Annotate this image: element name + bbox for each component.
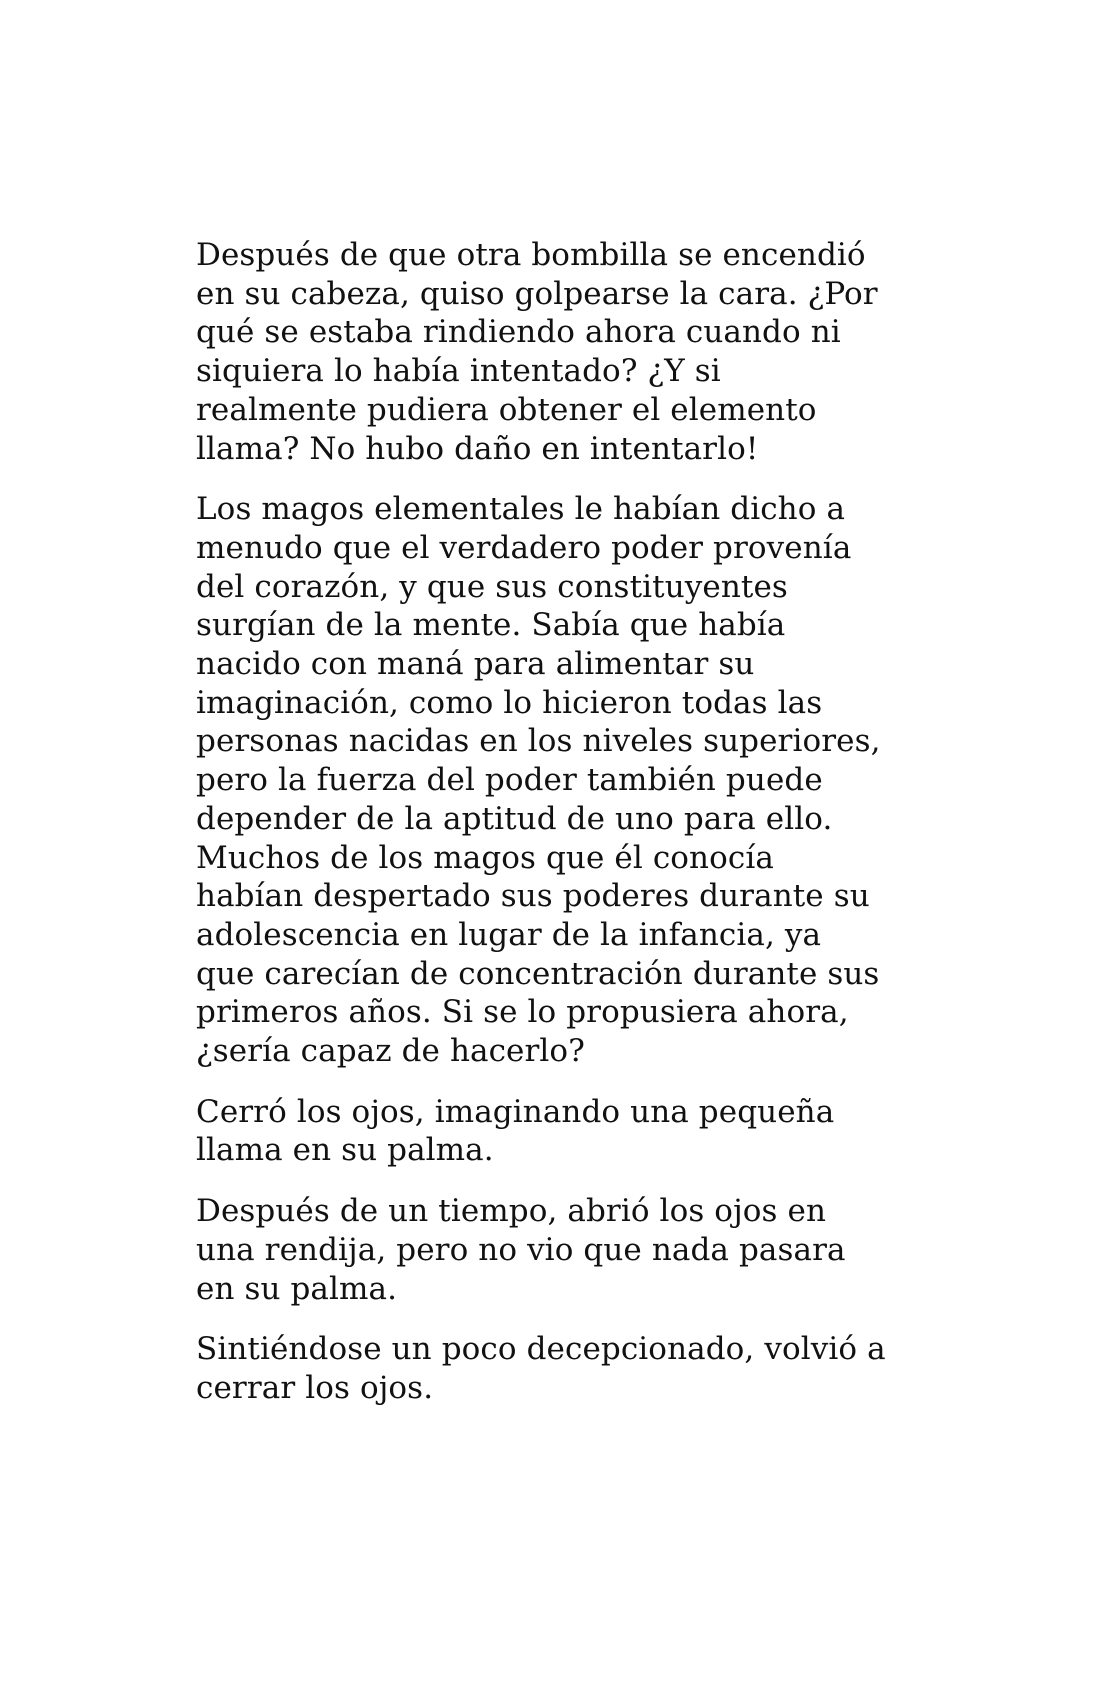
text-line: personas nacidas en los niveles superiores, bbox=[196, 723, 881, 760]
text-line: menudo que el verdadero poder provenía bbox=[196, 529, 852, 566]
text-line: imaginación, como lo hicieron todas las bbox=[196, 684, 823, 721]
text-line: Muchos de los magos que él conocía bbox=[196, 839, 774, 876]
paragraph-2 bbox=[196, 490, 916, 1071]
text-line: pero la fuerza del poder también puede bbox=[196, 762, 823, 799]
text-line: Sintiéndose un poco decepcionado, volvió a bbox=[196, 1331, 886, 1368]
text-line: ¿sería capaz de hacerlo? bbox=[196, 1033, 585, 1070]
text-line: en su palma. bbox=[196, 1270, 398, 1307]
text-line: llama? No hubo daño en intentarlo! bbox=[196, 430, 759, 467]
text-line: Los magos elementales le habían dicho a bbox=[196, 491, 846, 528]
text-line: una rendija, pero no vio que nada pasara bbox=[196, 1231, 846, 1268]
text-line: nacido con maná para alimentar su bbox=[196, 646, 755, 683]
text-line: primeros años. Si se lo propusiera ahora, bbox=[196, 994, 849, 1031]
paragraph-3 bbox=[196, 1093, 916, 1170]
text-line: adolescencia en lugar de la infancia, ya bbox=[196, 916, 822, 953]
text-line: Después de que otra bombilla se encendió bbox=[196, 237, 866, 273]
text-line: en su cabeza, quiso golpearse la cara. ¿Por bbox=[196, 275, 878, 312]
text-line: Después de un tiempo, abrió los ojos en bbox=[196, 1193, 827, 1230]
text-line: llama en su palma. bbox=[196, 1132, 494, 1169]
text-line: realmente pudiera obtener el elemento bbox=[196, 391, 817, 428]
paragraph-4 bbox=[196, 1192, 916, 1308]
text-line: cerrar los ojos. bbox=[196, 1369, 434, 1406]
text-line: qué se estaba rindiendo ahora cuando ni bbox=[196, 314, 841, 351]
text-line: que carecían de concentración durante sus bbox=[196, 955, 880, 992]
text-line: Cerró los ojos, imaginando una pequeña bbox=[196, 1093, 835, 1130]
text-line: surgían de la mente. Sabía que había bbox=[196, 607, 786, 644]
text-line: del corazón, y que sus constituyentes bbox=[196, 568, 788, 605]
text-line: depender de la aptitud de uno para ello. bbox=[196, 800, 833, 837]
text-line: siquiera lo había intentado? ¿Y si bbox=[196, 353, 721, 390]
body-text bbox=[196, 236, 916, 1430]
paragraph-5 bbox=[196, 1330, 916, 1407]
text-line: habían despertado sus poderes durante su bbox=[196, 878, 870, 915]
paragraph-1 bbox=[196, 236, 916, 468]
